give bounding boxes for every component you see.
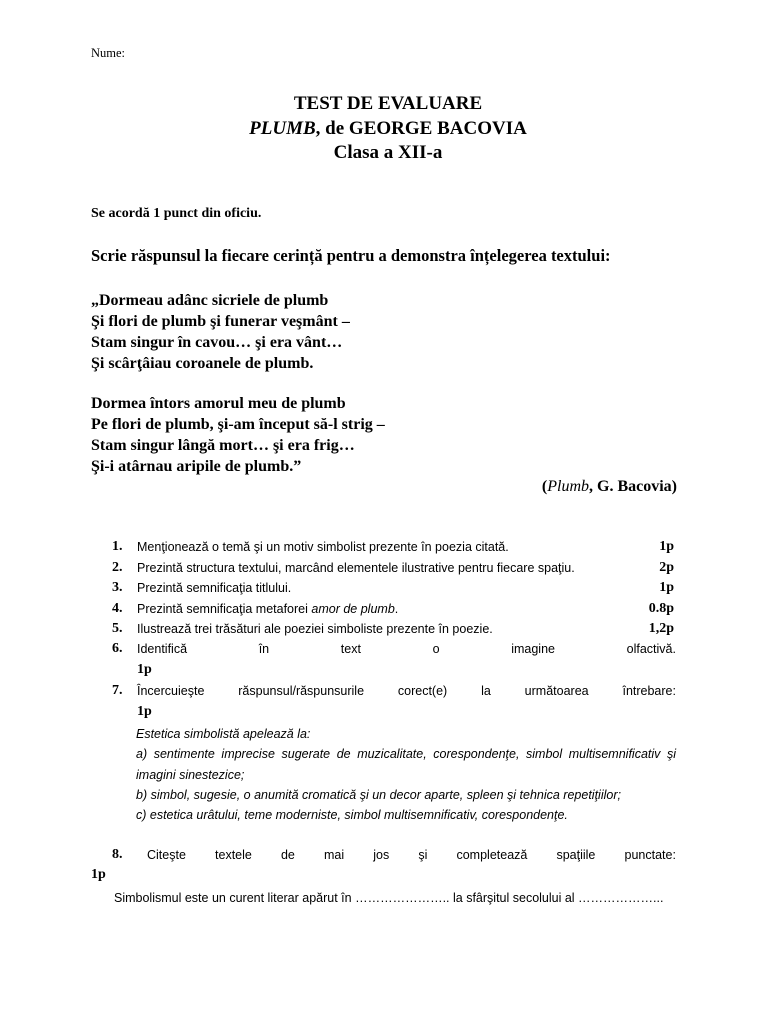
word: imagine <box>511 642 555 656</box>
question-number: 2. <box>112 559 123 575</box>
word: şi <box>418 848 428 862</box>
question-1 <box>91 539 676 560</box>
word: text <box>340 642 361 656</box>
word: mai <box>323 848 345 862</box>
poem-line: Stam singur în cavou… şi era vânt… <box>91 334 343 351</box>
question-text: Prezintă semnificaţia titlului. <box>137 581 292 595</box>
word: răspunsul/răspunsurile <box>238 684 365 698</box>
question-text-tail: . <box>394 601 399 616</box>
word: Identifică <box>137 642 188 656</box>
poem-author: , de GEORGE BACOVIA <box>315 117 527 139</box>
test-title: TEST DE EVALUARE <box>293 93 483 114</box>
question-text: Menţionează o temă şi un motiv simbolist prezente în poezia citată. <box>137 540 509 554</box>
word: jos <box>373 848 390 862</box>
question-metaphor: amor de plumb <box>311 601 395 616</box>
question-points: 1p <box>659 539 674 554</box>
poem-line: Stam singur lângă mort… şi era frig… <box>91 437 355 454</box>
instruction-text: Scrie răspunsul la fiecare cerință pentru a demonstra înțelegerea textului: <box>91 246 611 265</box>
citation-paren: ( <box>541 478 548 495</box>
question-8-points: 1p <box>91 867 106 882</box>
poem-stanza-1 <box>91 290 350 374</box>
citation-title: Plumb <box>547 478 589 495</box>
word: o <box>432 642 440 656</box>
question-number: 3. <box>112 580 123 595</box>
word: Încercuieşte <box>137 684 205 698</box>
poem-line: „Dormeau adânc sicriele de plumb <box>91 292 329 309</box>
option-c[interactable]: c) estetica urâtului, teme moderniste, simbol multisemnificativ, corespondenţe. <box>136 808 568 823</box>
word: punctate: <box>624 848 676 862</box>
word: următoarea <box>524 684 589 698</box>
question-points: 1,2p <box>648 621 674 636</box>
word: întrebare: <box>622 684 676 698</box>
question-2 <box>91 560 676 581</box>
question-number: 5. <box>112 621 123 636</box>
question-4 <box>91 601 676 622</box>
poem-line: Pe flori de plumb, şi-am început să-l strig – <box>91 416 385 433</box>
word: în <box>258 642 270 656</box>
question-points: 0.8p <box>648 600 674 616</box>
option-a[interactable]: a) sentimente imprecise sugerate de muzicalitate, corespondenţe, simbol multisemnificativ şi imagini sinestezice; <box>136 747 676 782</box>
title-block <box>0 92 768 166</box>
citation-author: , G. Bacovia) <box>589 478 677 495</box>
fill-in-text <box>91 888 676 908</box>
fill-in-sentence[interactable]: Simbolismul este un curent literar apărut în ………………….. la sfârşitul secolului al ………………... <box>114 891 664 905</box>
question-7-points: 1p <box>137 704 152 719</box>
word: Citeşte <box>147 848 186 862</box>
question-7-options <box>136 724 676 825</box>
poem-stanza-2 <box>91 393 385 477</box>
question-points: 2p <box>659 559 674 575</box>
question-text: Prezintă structura textului, marcând elementele ilustrative pentru fiecare spaţiu. <box>137 560 575 575</box>
question-8-text <box>147 848 676 862</box>
question-points: 1p <box>659 580 674 595</box>
word: la <box>481 684 491 698</box>
poem-line: Dormea întors amorul meu de plumb <box>91 395 346 412</box>
question-7-number: 7. <box>112 683 123 698</box>
question-7-text <box>137 684 676 698</box>
question-text: Ilustrează trei trăsături ale poeziei simboliste prezente în poezie. <box>137 622 493 636</box>
question-text <box>137 602 398 616</box>
word: olfactivă. <box>626 642 676 656</box>
question-6-text <box>137 642 676 656</box>
poem-title: PLUMB <box>249 117 316 139</box>
question-list <box>91 539 676 642</box>
class-label: Clasa a XII-a <box>333 142 443 163</box>
bonus-point-note: Se acordă 1 punct din oficiu. <box>91 206 262 221</box>
word: spaţiile <box>556 848 596 862</box>
question-8-number: 8. <box>112 847 123 862</box>
question-6-points: 1p <box>137 662 152 677</box>
question-5 <box>91 621 676 642</box>
poem-line: Şi-i atârnau aripile de plumb.” <box>91 458 302 475</box>
name-label: Nume: <box>91 46 126 60</box>
poem-citation <box>542 478 677 496</box>
question-number: 1. <box>112 539 123 554</box>
question-3 <box>91 580 676 601</box>
word: textele <box>215 848 252 862</box>
option-b[interactable]: b) simbol, sugesie, o anumită cromatică şi un decor aparte, spleen şi tehnica repetiţiilor; <box>136 787 621 802</box>
poem-line: Şi flori de plumb şi funerar veşmânt – <box>91 313 350 330</box>
question-7-stem: Estetica simbolistă apelează la: <box>136 727 311 741</box>
word: corect(e) <box>397 684 448 698</box>
question-text-main: Prezintă semnificaţia metaforei <box>137 601 312 616</box>
question-6-number: 6. <box>112 641 123 656</box>
word: de <box>280 848 295 862</box>
poem-line: Şi scârţâiau coroanele de plumb. <box>91 355 314 372</box>
poem-title-line <box>0 117 768 142</box>
question-number: 4. <box>112 600 123 616</box>
word: completează <box>456 848 528 862</box>
